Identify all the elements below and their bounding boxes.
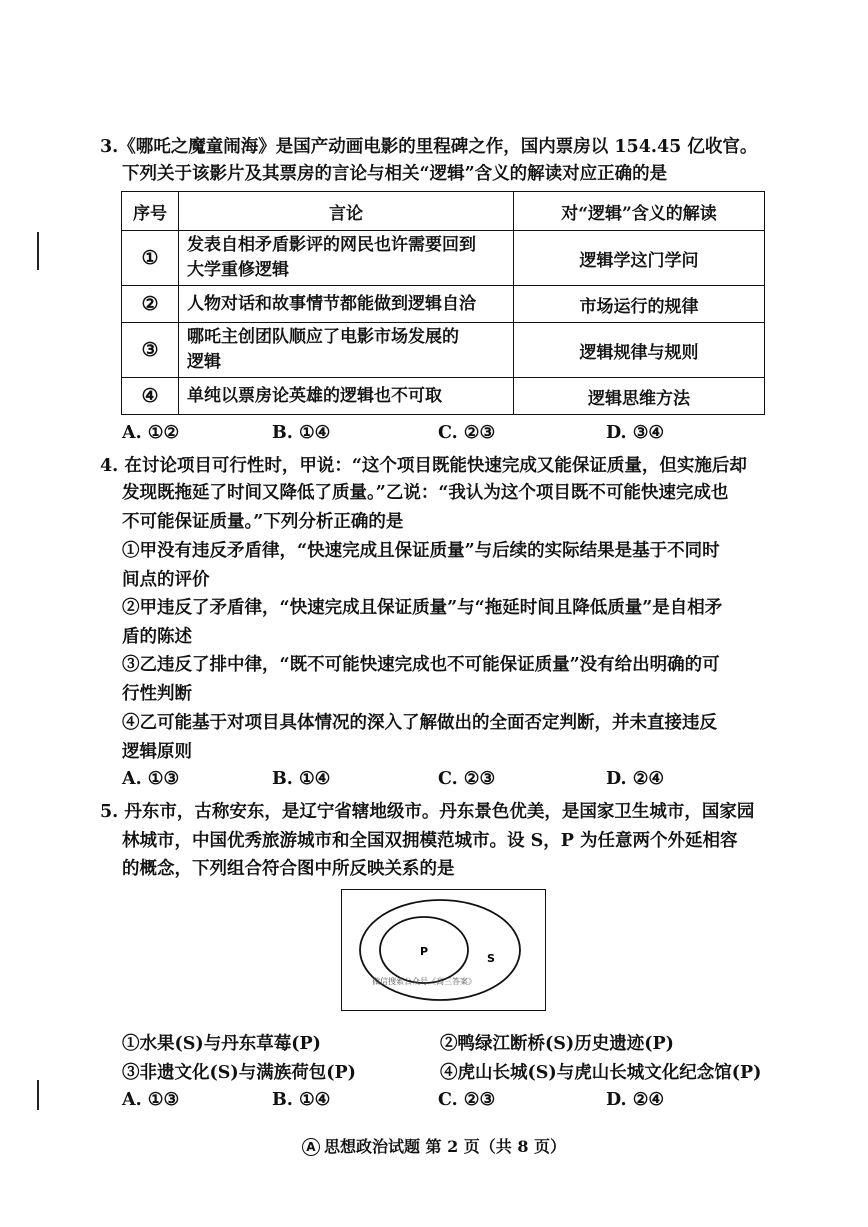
q5-line-1: 5. 丹东市，古称安东，是辽宁省辖地级市。丹东景色优美，是国家卫生城市，国家园 xyxy=(100,802,755,822)
q4-line-5: 间点的评价 xyxy=(122,570,210,590)
q5-line-2: 林城市，中国优秀旅游城市和全国双拥模范城市。设 S，P 为任意两个外延相容 xyxy=(122,831,738,851)
q4-line-11: 逻辑原则 xyxy=(122,742,192,762)
q4-line-3: 不可能保证质量。”下列分析正确的是 xyxy=(122,512,404,532)
option-d[interactable]: D. ②④ xyxy=(606,769,665,789)
statement-line: 单纯以票房论英雄的逻辑也不可取 xyxy=(187,385,442,406)
row-number: ④ xyxy=(122,378,179,415)
table-header-statement: 言论 xyxy=(179,192,514,231)
watermark-text: 微信搜索公众号《高三答案》 xyxy=(372,977,476,986)
row-number: ② xyxy=(122,286,179,323)
venn-svg xyxy=(342,890,544,1009)
paper-type-mark: A xyxy=(302,1138,320,1156)
q4-options xyxy=(122,769,762,795)
row-interpretation: 市场运行的规律 xyxy=(514,286,765,323)
option-d[interactable]: D. ③④ xyxy=(606,423,665,443)
option-b[interactable]: B. ①④ xyxy=(272,423,331,443)
row-statement xyxy=(179,286,514,323)
table-row xyxy=(122,286,765,323)
logic-table xyxy=(121,191,765,415)
q4-line-7: 盾的陈述 xyxy=(122,627,192,647)
option-d[interactable]: D. ②④ xyxy=(606,1090,665,1110)
q3-options xyxy=(122,423,762,449)
q3-line-1: 3.《哪吒之魔童闹海》是国产动画电影的里程碑之作，国内票房以 154.45 亿收官。 xyxy=(100,137,758,157)
statement-line: 哪吒主创团队顺应了电影市场发展的 xyxy=(187,327,459,347)
q4-line-2: 发现既拖延了时间又降低了质量。”乙说：“我认为这个项目既不可能快速完成也 xyxy=(122,483,729,503)
margin-mark-bottom xyxy=(37,1080,39,1110)
option-a[interactable]: A. ①② xyxy=(122,423,180,443)
statement-line: 逻辑 xyxy=(187,352,221,372)
statement-line: 发表自相矛盾影评的网民也许需要回到 xyxy=(187,235,476,255)
table-header-num: 序号 xyxy=(122,192,179,231)
row-statement xyxy=(179,231,514,286)
option-a[interactable]: A. ①③ xyxy=(122,769,180,789)
label-s: S xyxy=(487,952,495,965)
venn-diagram xyxy=(341,889,546,1011)
q4-line-10: ④乙可能基于对项目具体情况的深入了解做出的全面否定判断，并未直接违反 xyxy=(122,713,717,733)
row-interpretation: 逻辑规律与规则 xyxy=(514,323,765,378)
q4-line-8: ③乙违反了排中律，“既不可能快速完成也不可能保证质量”没有给出明确的可 xyxy=(122,655,720,675)
q3-line-2: 下列关于该影片及其票房的言论与相关“逻辑”含义的解读对应正确的是 xyxy=(122,164,668,184)
statement-line: 人物对话和故事情节都能做到逻辑自洽 xyxy=(187,293,476,314)
table-header-interpretation: 对“逻辑”含义的解读 xyxy=(514,192,765,231)
q4-line-1: 4. 在讨论项目可行性时，甲说：“这个项目既能快速完成又能保证质量，但实施后却 xyxy=(100,456,747,476)
q4-line-4: ①甲没有违反矛盾律，“快速完成且保证质量”与后续的实际结果是基于不同时 xyxy=(122,541,720,561)
statement-line: 大学重修逻辑 xyxy=(187,260,289,280)
margin-mark-top xyxy=(37,232,39,270)
row-number: ③ xyxy=(122,323,179,378)
row-statement xyxy=(179,323,514,378)
table-row xyxy=(122,323,765,378)
row-statement xyxy=(179,378,514,415)
option-b[interactable]: B. ①④ xyxy=(272,769,331,789)
table-row xyxy=(122,231,765,286)
q5-choice-2: ②鸭绿江断桥(S)历史遗迹(P) xyxy=(440,1034,674,1054)
q4-line-9: 行性判断 xyxy=(122,684,192,704)
q4-line-6: ②甲违反了矛盾律，“快速完成且保证质量”与“拖延时间且降低质量”是自相矛 xyxy=(122,598,723,618)
option-b[interactable]: B. ①④ xyxy=(272,1090,331,1110)
q5-choice-3: ③非遗文化(S)与满族荷包(P) xyxy=(122,1063,356,1083)
row-interpretation: 逻辑思维方法 xyxy=(514,378,765,415)
table-header-row xyxy=(122,192,765,231)
label-p: P xyxy=(420,945,429,958)
page-footer xyxy=(0,1134,868,1157)
footer-text: 思想政治试题 第 2 页（共 8 页） xyxy=(323,1137,567,1156)
row-number: ① xyxy=(122,231,179,286)
table-row xyxy=(122,378,765,415)
q5-choice-4: ④虎山长城(S)与虎山长城文化纪念馆(P) xyxy=(440,1063,762,1083)
q5-choice-1: ①水果(S)与丹东草莓(P) xyxy=(122,1034,321,1054)
row-interpretation: 逻辑学这门学问 xyxy=(514,231,765,286)
q5-line-3: 的概念，下列组合符合图中所反映关系的是 xyxy=(122,859,455,879)
q5-options xyxy=(122,1090,762,1116)
option-c[interactable]: C. ②③ xyxy=(438,1090,496,1110)
option-c[interactable]: C. ②③ xyxy=(438,769,496,789)
option-c[interactable]: C. ②③ xyxy=(438,423,496,443)
option-a[interactable]: A. ①③ xyxy=(122,1090,180,1110)
